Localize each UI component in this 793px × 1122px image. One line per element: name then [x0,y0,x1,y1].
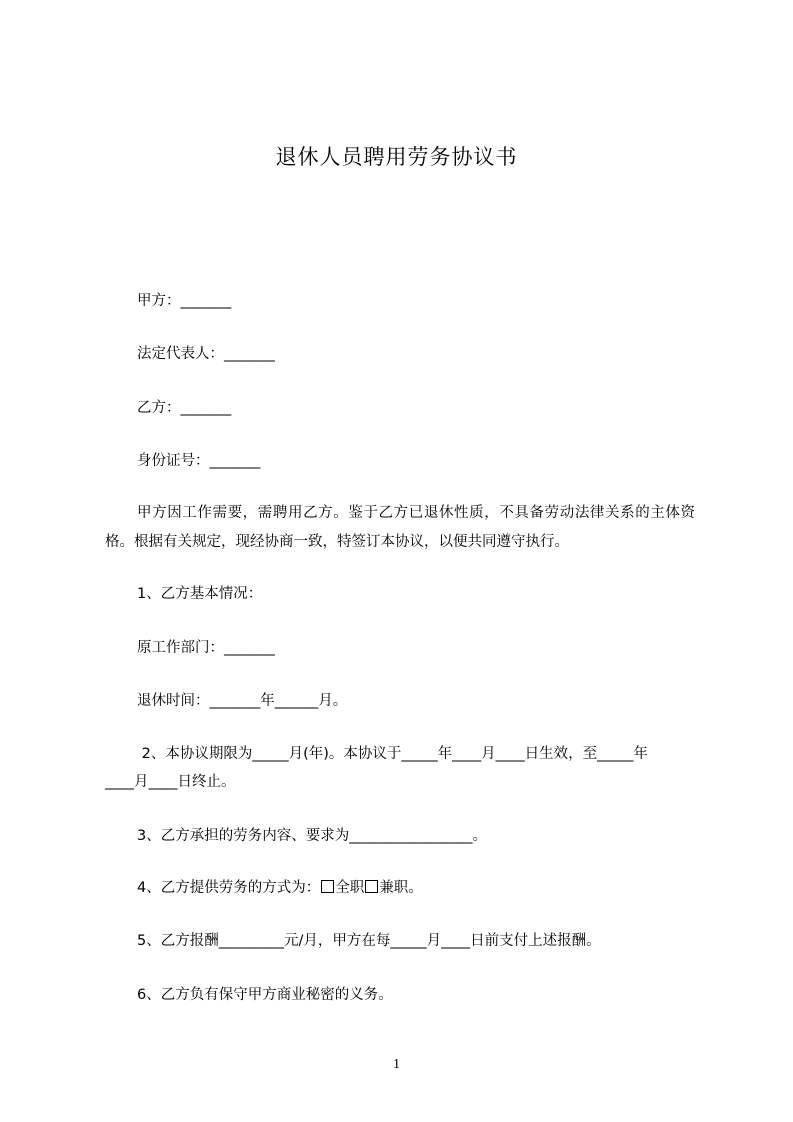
intro-paragraph: 甲方因工作需要，需聘用乙方。鉴于乙方已退休性质，不具备劳动法律关系的主体资格。根据有关规定，现经协商一致，特签订本协议，以便共同遵守执行。 [105,505,695,550]
page-number: 1 [393,1057,400,1072]
part-time-checkbox[interactable] [365,880,378,893]
clause-2-line-2: ____月____日终止。 [105,774,236,790]
party-b-field: 乙方：_______ [137,400,232,416]
clause-2-line-1: 2、本协议期限为_____月(年)。本协议于_____年____月____日生效，至_____年 [137,746,648,762]
original-department-field: 原工作部门：_______ [137,640,275,656]
party-a-field: 甲方：_______ [137,293,232,309]
clause-5: 5、乙方报酬_________元/月，甲方在每_____月____日前支付上述报酬。 [137,933,601,949]
clause-6: 6、乙方负有保守甲方商业秘密的义务。 [137,987,393,1003]
id-number-field: 身份证号：_______ [137,453,261,469]
clause-4 [137,878,423,898]
clause-4-suffix: 。 [408,880,423,896]
clause-3: 3、乙方承担的劳务内容、要求为_________________。 [137,828,487,844]
part-time-label: 兼职 [379,880,409,896]
clause-1-heading: 1、乙方基本情况： [137,586,263,602]
clause-4-prefix: 4、乙方提供劳务的方式为： [137,880,321,896]
document-title: 退休人员聘用劳务协议书 [275,145,518,169]
full-time-label: 全职 [335,880,365,896]
retirement-time-field: 退休时间：_______年______月。 [137,693,348,709]
legal-representative-field: 法定代表人：_______ [137,346,275,362]
full-time-checkbox[interactable] [321,880,334,893]
